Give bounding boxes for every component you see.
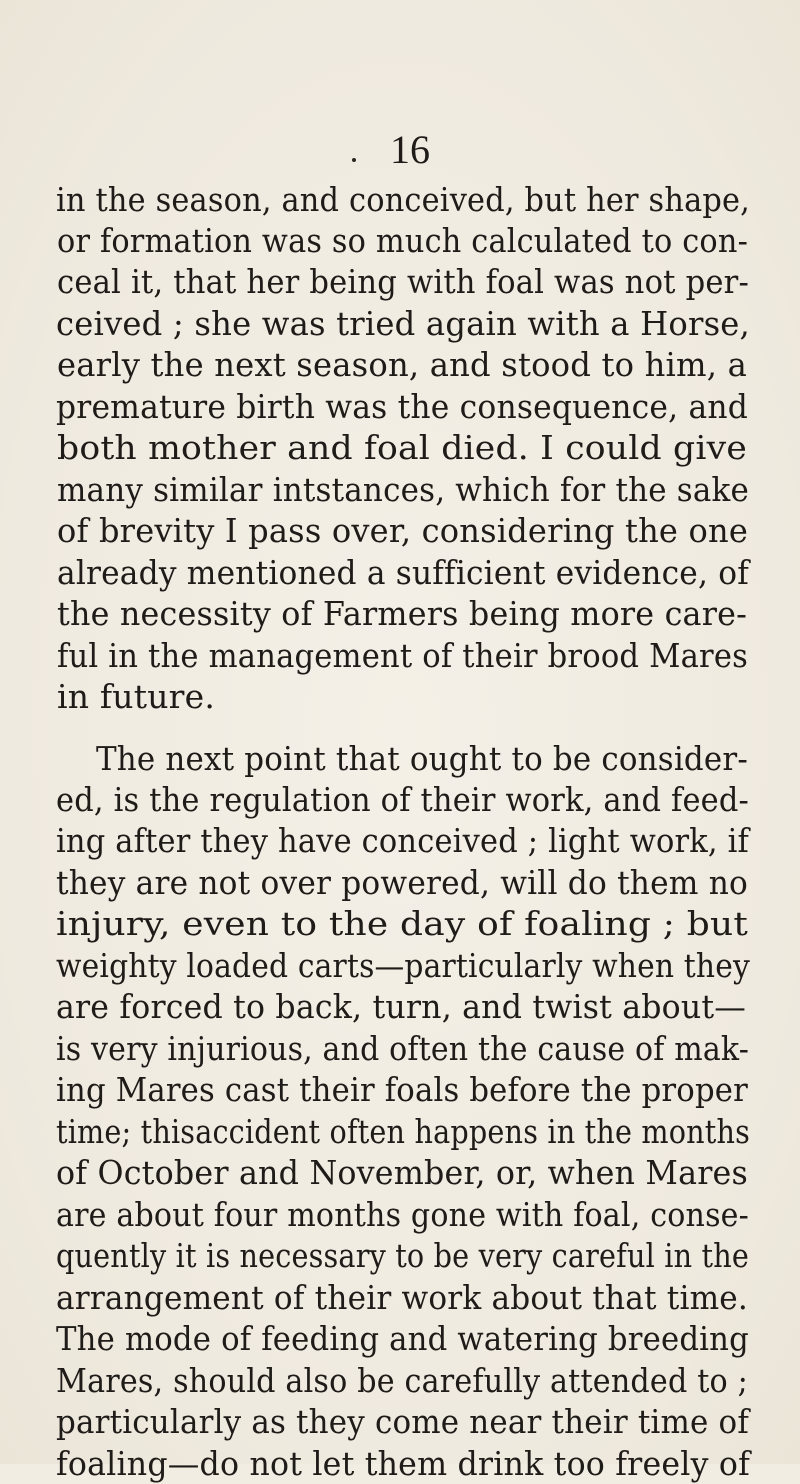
- text-line: quently it is necessary to be very careful in the: [56, 1236, 749, 1275]
- text-line: are about four months gone with foal, conse-: [56, 1195, 749, 1234]
- text-line: in the season, and conceived, but her shape,: [56, 180, 750, 219]
- text-line: of brevity I pass over, considering the one: [57, 511, 748, 550]
- text-line: ed, is the regulation of their work, and feed-: [56, 780, 749, 819]
- text-line: they are not over powered, will do them no: [56, 863, 748, 902]
- text-line: arrangement of their work about that time.: [56, 1278, 748, 1317]
- text-line: already mentioned a sufficient evidence, of: [57, 553, 749, 592]
- text-line: time; thisaccident often happens in the months: [56, 1112, 750, 1151]
- text-line: of October and November, or, when Mares: [56, 1153, 748, 1192]
- text-line: the necessity of Farmers being more care-: [57, 594, 747, 633]
- text-line: ful in the management of their brood Mares: [57, 636, 748, 675]
- text-line: ceived ; she was tried again with a Horse,: [56, 304, 750, 343]
- text-line: ceal it, that her being with foal was not per-: [57, 262, 749, 301]
- text-line: in future.: [57, 677, 216, 716]
- ink-speck: [352, 158, 356, 162]
- text-line: premature birth was the consequence, and: [56, 387, 748, 426]
- page-number: 16: [390, 127, 430, 172]
- text-line: many similar intstances, which for the sake: [57, 470, 749, 509]
- text-line: are forced to back, turn, and twist about—: [56, 987, 746, 1026]
- text-line: particularly as they come near their time of: [56, 1402, 749, 1441]
- text-line: early the next season, and stood to him, a: [57, 345, 747, 384]
- text-line: both mother and foal died. I could give: [57, 428, 747, 467]
- text-line: is very injurious, and often the cause of mak-: [56, 1029, 749, 1068]
- text-line: ing Mares cast their foals before the proper: [56, 1070, 748, 1109]
- text-line: Mares, should also be carefully attended to ;: [56, 1361, 748, 1400]
- text-line: The next point that ought to be consider-: [96, 739, 748, 778]
- text-line: weighty loaded carts—particularly when they: [56, 946, 750, 985]
- text-line: or formation was so much calculated to con-: [57, 221, 748, 260]
- text-line: ing after they have conceived ; light work, if: [56, 821, 749, 860]
- text-line: injury, even to the day of foaling ; but: [56, 904, 748, 943]
- text-line: foaling—do not let them drink too freely of: [56, 1444, 750, 1483]
- text-line: The mode of feeding and watering breeding: [56, 1319, 749, 1358]
